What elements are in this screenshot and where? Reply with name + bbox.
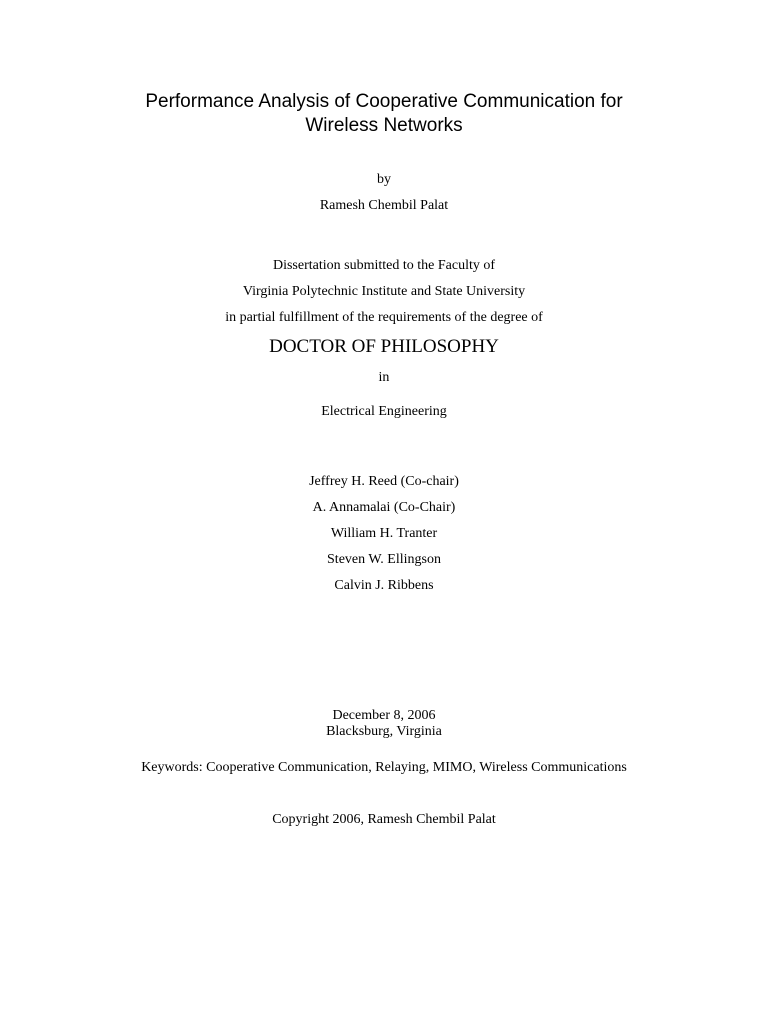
degree-in-label: in: [378, 370, 390, 385]
degree-name: DOCTOR OF PHILOSOPHY: [269, 336, 499, 357]
author-name: Ramesh Chembil Palat: [319, 198, 449, 213]
submission-line-2: Virginia Polytechnic Institute and State University: [242, 284, 526, 299]
submission-line-3: in partial fulfillment of the requirements of the degree of: [225, 310, 543, 325]
committee-member: William H. Tranter: [330, 526, 438, 541]
defense-date: December 8, 2006: [332, 708, 436, 723]
thesis-title-line-2: Wireless Networks: [305, 115, 463, 136]
by-label: by: [377, 172, 391, 187]
committee-member: Jeffrey H. Reed (Co-chair): [309, 474, 459, 489]
defense-location: Blacksburg, Virginia: [326, 724, 442, 739]
committee-member: Calvin J. Ribbens: [334, 578, 434, 593]
submission-line-1: Dissertation submitted to the Faculty of: [272, 258, 496, 273]
thesis-title-line-1: Performance Analysis of Cooperative Communication for: [145, 91, 623, 112]
degree-field: Electrical Engineering: [321, 404, 447, 419]
committee-member: Steven W. Ellingson: [327, 552, 441, 567]
copyright-notice: Copyright 2006, Ramesh Chembil Palat: [272, 812, 496, 827]
committee-member: A. Annamalai (Co-Chair): [312, 500, 456, 515]
keywords: Keywords: Cooperative Communication, Relaying, MIMO, Wireless Communications: [141, 760, 627, 775]
